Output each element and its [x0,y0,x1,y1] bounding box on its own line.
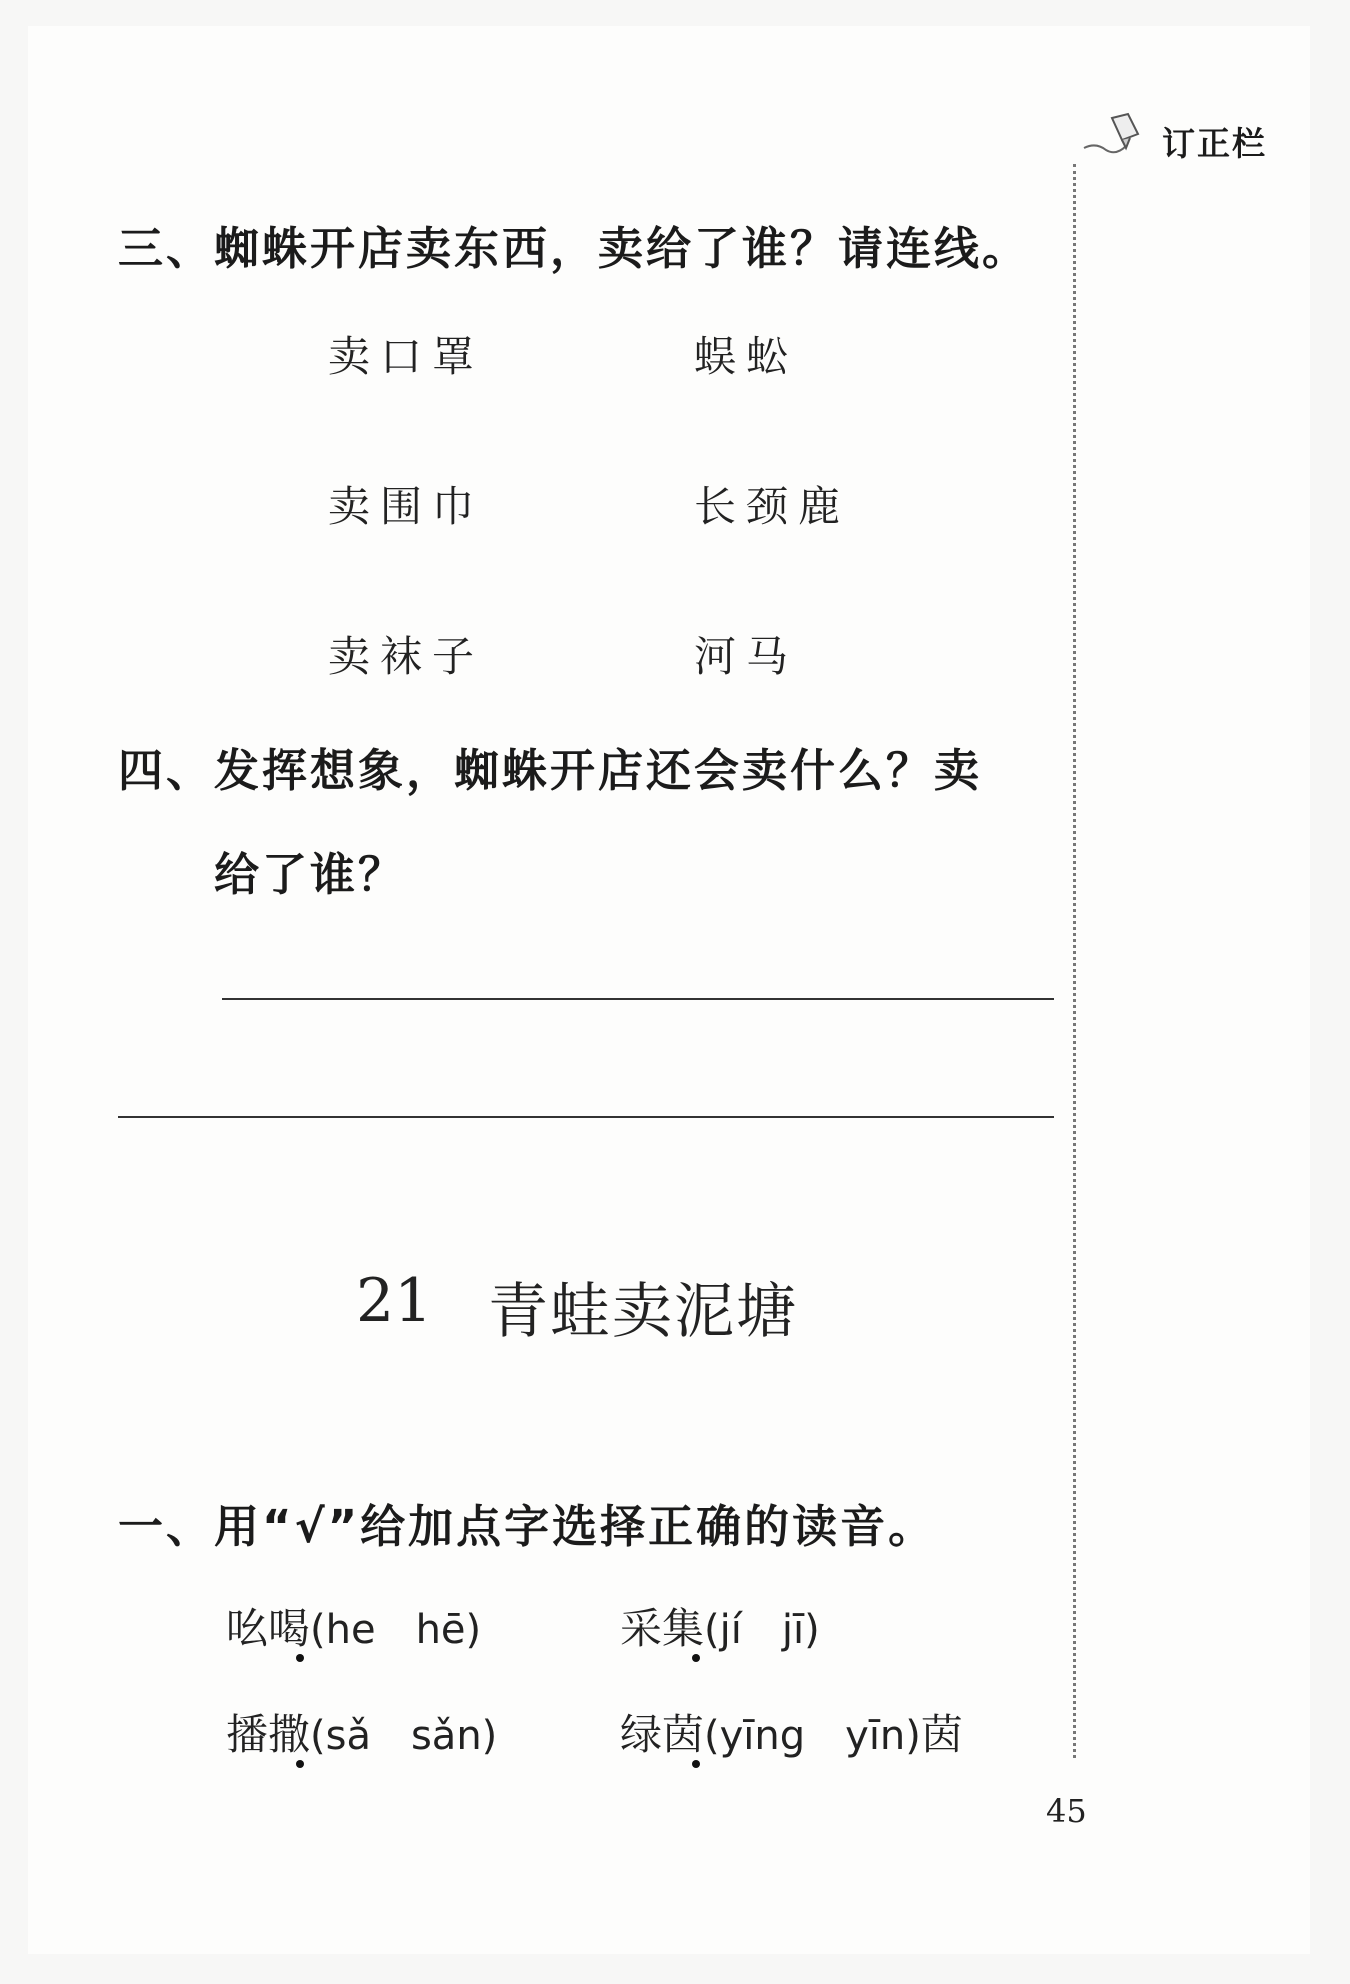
lesson-title: 青蛙卖泥塘 [488,1277,798,1347]
matching-right-item[interactable]: 蜈蚣 [694,332,799,381]
pinyin-options[interactable]: (jí jī) [704,1607,820,1653]
pinyin-word: 播撒 [226,1710,311,1759]
pinyin-options[interactable]: (yīng yīn) [704,1713,921,1759]
pinyin-item [620,1702,963,1762]
section3-heading: 三、蜘蛛开店卖东西，卖给了谁？请连线。 [118,222,1031,275]
matching-left-item[interactable]: 卖围巾 [328,482,485,531]
correction-column-divider [1073,164,1076,1758]
pinyin-word: 吆喝 [226,1604,311,1653]
answer-line-1[interactable] [222,998,1054,1000]
lesson-number: 21 [356,1266,433,1336]
emphasis-dot [296,1760,304,1768]
pinyin-item [226,1702,497,1762]
correction-column-label: 订正栏 [1162,124,1267,163]
pencil-icon [1082,112,1146,158]
pinyin-item [226,1596,481,1656]
matching-left-item[interactable]: 卖口罩 [328,332,485,381]
pinyin-word: 采集 [620,1604,705,1653]
workbook-page [28,26,1310,1954]
pinyin-word: 绿茵 [620,1710,705,1759]
correction-note: 茵 [920,1710,963,1759]
emphasis-dot [692,1654,700,1662]
pinyin-options[interactable]: (he hē) [310,1607,482,1653]
lesson-section1-heading: 一、用“√”给加点字选择正确的读音。 [118,1500,937,1553]
matching-right-item[interactable]: 河马 [694,632,799,681]
answer-line-2[interactable] [118,1116,1054,1118]
pinyin-item [620,1596,820,1656]
matching-left-item[interactable]: 卖袜子 [328,632,485,681]
section4-heading-line2: 给了谁？ [214,848,407,901]
matching-right-item[interactable]: 长颈鹿 [694,482,851,531]
emphasis-dot [296,1654,304,1662]
page-number: 45 [1046,1792,1087,1830]
section4-heading-line1: 四、发挥想象，蜘蛛开店还会卖什么？卖 [118,744,983,797]
emphasis-dot [692,1760,700,1768]
pinyin-options[interactable]: (sǎ sǎn) [310,1713,498,1759]
